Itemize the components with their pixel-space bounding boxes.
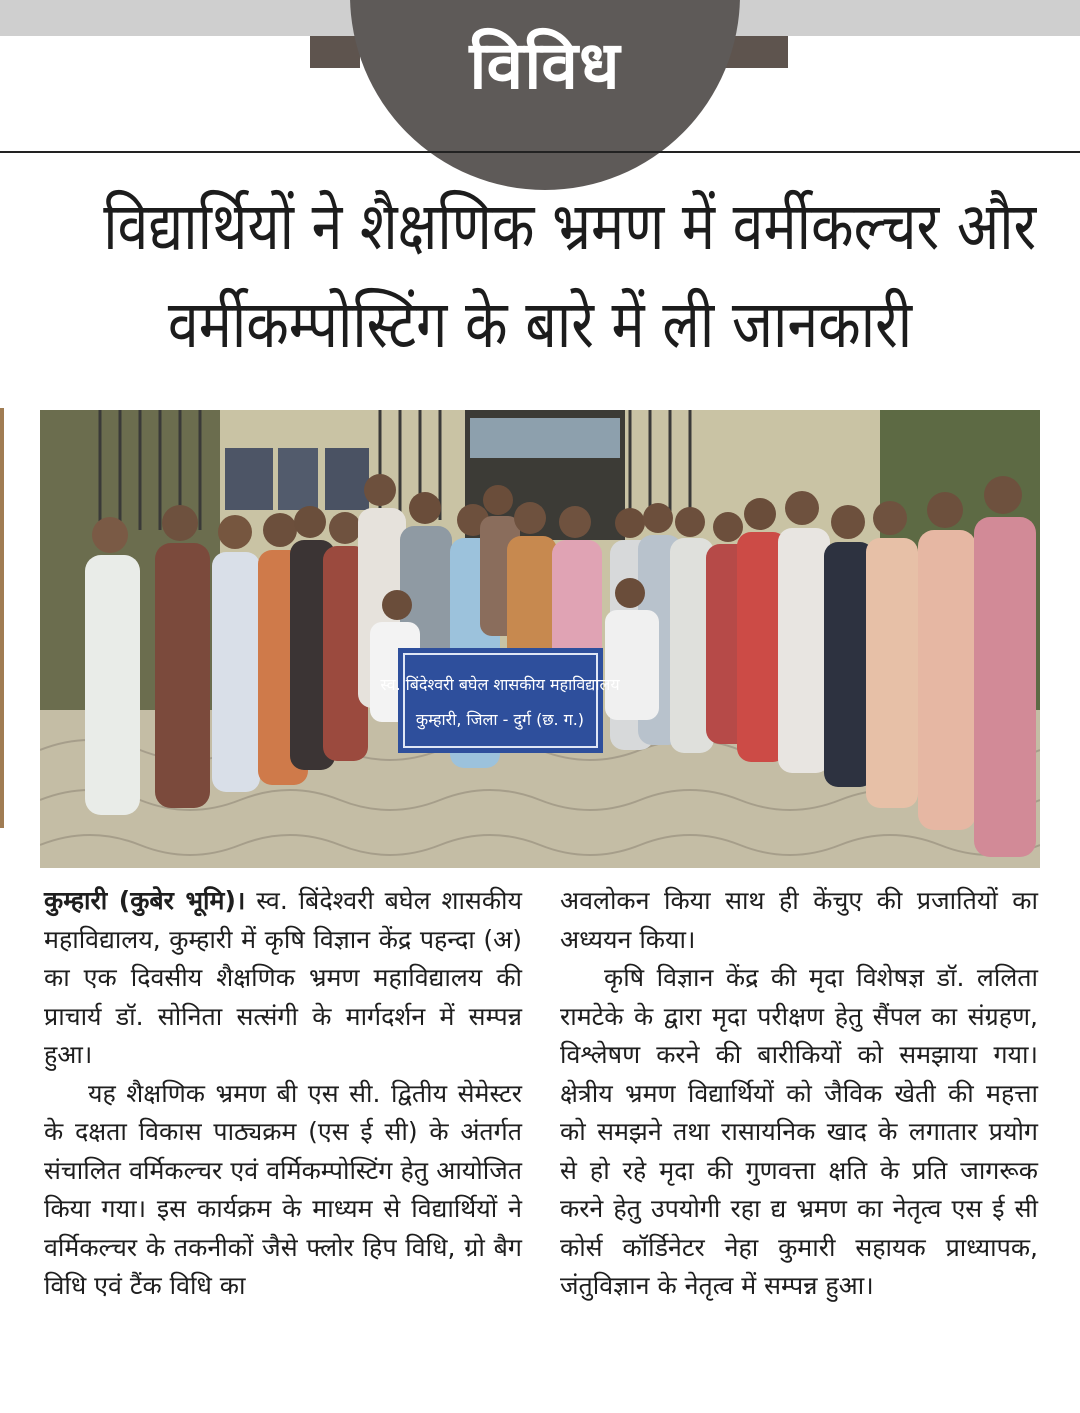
section-label: विविध bbox=[469, 27, 621, 104]
article-column-left bbox=[44, 882, 522, 1306]
banner-line-1: स्व. बिंदेश्वरी बघेल शासकीय महाविद्यालय bbox=[380, 675, 620, 694]
article-column-right bbox=[560, 882, 1038, 1306]
header-rule bbox=[0, 151, 1080, 153]
article-paragraph-2: यह शैक्षणिक भ्रमण बी एस सी. द्वितीय सेमेस्टर के दक्षता विकास पाठ्यक्रम (एस ई सी) के अंतर्गत संचालित वर्मिकल्चर एवं वर्मिकम्पोस्टिंग हेतु आयोजित किया गया। इस कार्यक्रम के माध्यम से विद्यार्थियों ने वर्मिकल्चर के तकनीकों जैसे फ्लोर हिप विधि, ग्रो बैग विधि एवं टैंक विधि का bbox=[44, 1078, 522, 1300]
paragraph-1-text: स्व. बिंदेश्वरी बघेल शासकीय महाविद्यालय, कुम्हारी में कृषि विज्ञान केंद्र पहन्दा (अ) का एक दिवसीय शैक्षणिक भ्रमण महाविद्यालय की प्राचार्य डॉ. सोनिता सत्संगी के मार्गदर्शन में सम्पन्न हुआ। bbox=[44, 886, 522, 1069]
headline-line-2: वर्मीकम्पोस्टिंग के बारे में ली जानकारी bbox=[167, 286, 913, 363]
headline-line-1: विद्यार्थियों ने शैक्षणिक भ्रमण में वर्मीकल्चर और bbox=[103, 188, 1037, 265]
article-paragraph-3: अवलोकन किया साथ ही केंचुए की प्रजातियों का अध्ययन किया। bbox=[560, 886, 1038, 954]
group-photo bbox=[40, 410, 1040, 868]
article-paragraph-4: कृषि विज्ञान केंद्र की मृदा विशेषज्ञ डॉ. ललिता रामटेके के द्वारा मृदा परीक्षण हेतु सैंपल का संग्रहण, विश्लेषण करने की बारीकियों को समझाया गया। क्षेत्रीय भ्रमण विद्यार्थियों को जैविक खेती की महत्ता को समझने तथा रासायनिक खाद के लगातार प्रयोग से हो रहे मृदा की गुणवत्ता क्षति के प्रति जागरूक करने हेतु उपयोगी रहा द्य भ्रमण का नेतृत्व एस ई सी कोर्स कॉर्डिनेटर नेहा कुमारी सहायक प्राध्यापक, जंतुविज्ञान के नेतृत्व में सम्पन्न हुआ। bbox=[560, 963, 1038, 1300]
banner-line-2: कुम्हारी, जिला - दुर्ग (छ. ग.) bbox=[415, 710, 585, 729]
headline bbox=[103, 178, 1037, 374]
dateline: कुम्हारी (कुबेर भूमि)। bbox=[44, 886, 246, 915]
article-paragraph-1 bbox=[44, 882, 522, 1075]
adjacent-photo-edge bbox=[0, 408, 4, 828]
